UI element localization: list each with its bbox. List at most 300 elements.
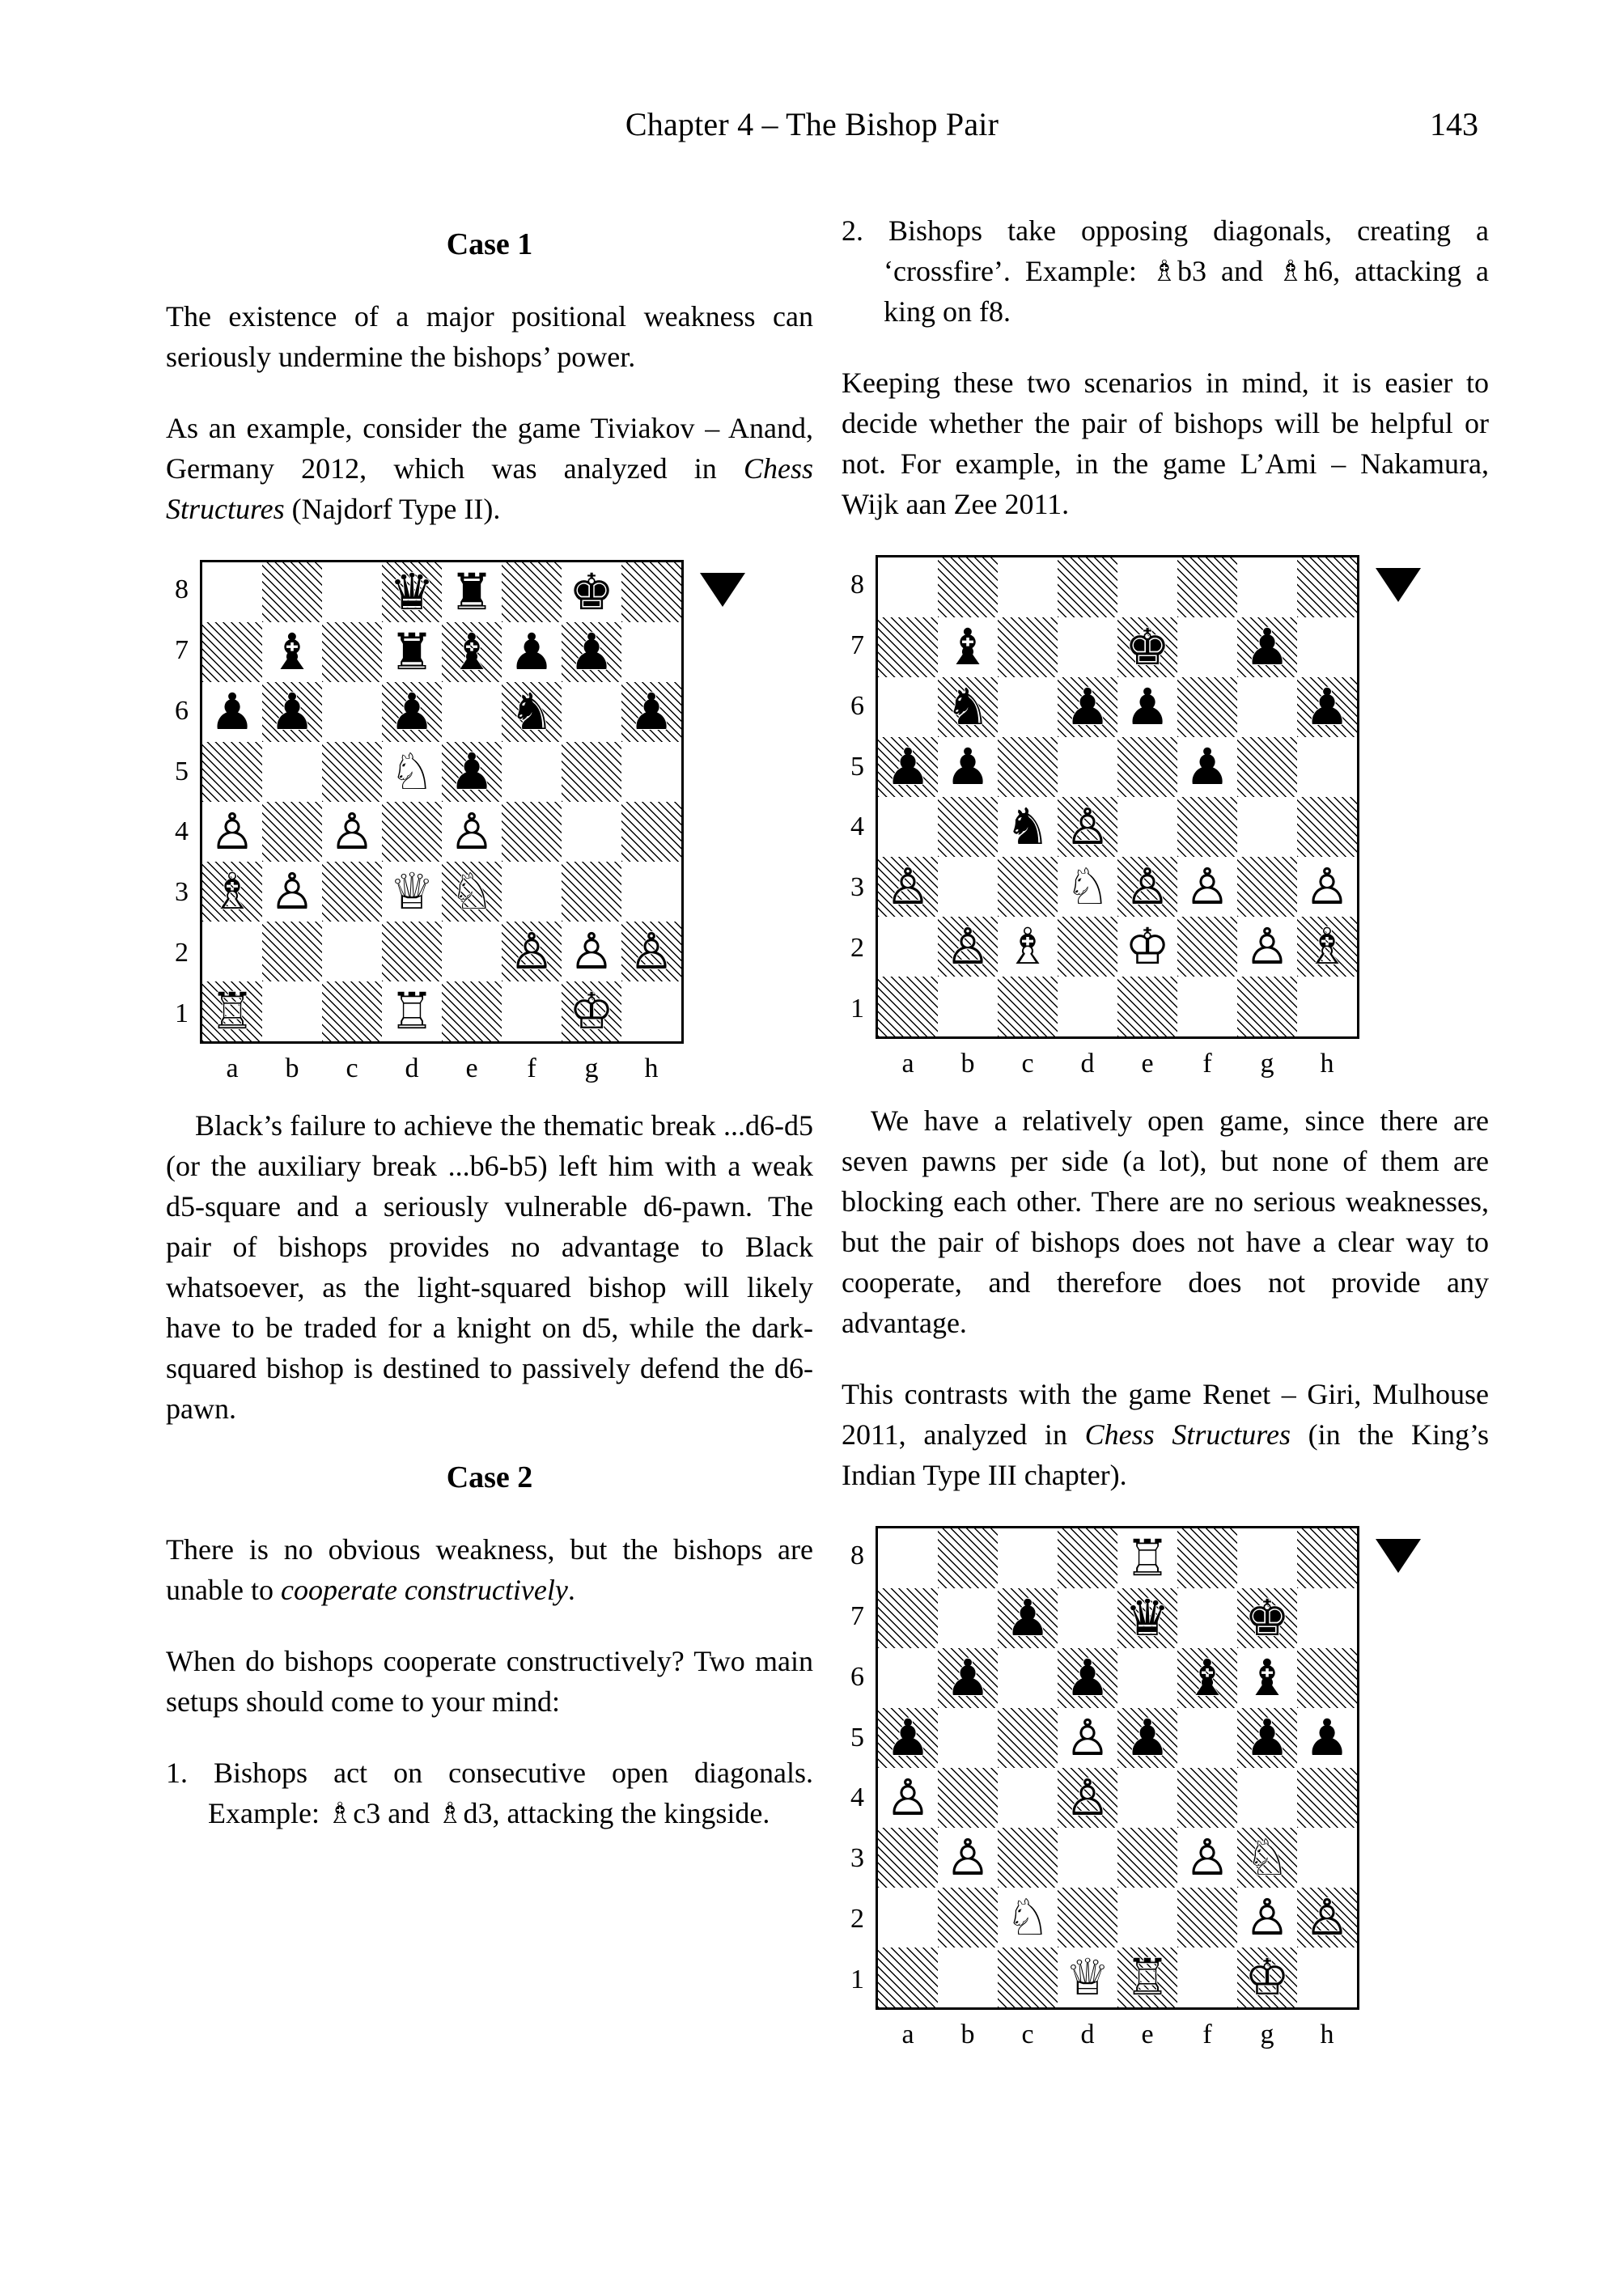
board-square: [442, 562, 502, 622]
board-square: [878, 857, 938, 917]
board-square: [1297, 1588, 1357, 1648]
board-square: [1058, 1588, 1117, 1648]
board-square: [322, 802, 382, 862]
board-square: [202, 802, 262, 862]
board-square: [562, 802, 621, 862]
board-square: [1117, 1768, 1177, 1828]
board-square: [621, 862, 681, 922]
board-square: [1237, 1648, 1297, 1708]
board-square: [1058, 1828, 1117, 1888]
chess-piece: ♙: [629, 922, 674, 981]
left-paragraph-3: Black’s failure to achieve the thematic break ...d6-d5 (or the auxiliary break ...b6-b5) left him with a weak d5-square and a seriously vulnerable d6-pawn. The pair of bishops provides no advantage to Black whatsoever, as the light-squared bishop will likely have to be traded for a knight on d5, while the dark-squared bishop is destined to passively defend the d6-pawn.: [166, 1109, 813, 1425]
right-paragraph-3-b: (in the King’s Indian Type III chapter).: [842, 1418, 1489, 1491]
chess-piece: ♙: [945, 1828, 990, 1887]
board-square: [1297, 1528, 1357, 1588]
chess-piece: ♜: [389, 622, 435, 681]
board-square: [1177, 1888, 1237, 1948]
chess-piece: ♟: [1245, 617, 1290, 676]
chess-piece: ♟: [1005, 1588, 1050, 1647]
board-square: [442, 802, 502, 862]
board-square: [322, 742, 382, 802]
board-square: [998, 677, 1058, 737]
board-square: [1117, 557, 1177, 617]
board-square: [562, 922, 621, 981]
file-label: h: [1320, 1049, 1334, 1079]
board-square: [202, 922, 262, 981]
board-square: [998, 1828, 1058, 1888]
board-square: [621, 562, 681, 622]
board-square: [938, 557, 998, 617]
board-square: [938, 1768, 998, 1828]
board-square: [1117, 677, 1177, 737]
left-paragraph-4: [166, 1529, 813, 1610]
board-square: [1177, 617, 1237, 677]
rank-label: 7: [850, 1600, 864, 1631]
list-item-2: [842, 210, 1489, 332]
chess-piece: ♙: [1304, 857, 1350, 916]
chess-piece: ♟: [945, 737, 990, 796]
file-label: c: [346, 1053, 358, 1083]
board-square: [1177, 677, 1237, 737]
chess-piece: ♝: [1185, 1648, 1230, 1707]
rank-label: 7: [175, 634, 189, 665]
board-square: [1117, 1708, 1177, 1768]
board-square: [998, 1588, 1058, 1648]
chess-diagram-3: [842, 1526, 1489, 2050]
chess-piece: ♟: [389, 682, 435, 741]
left-paragraph-2: [166, 408, 813, 529]
rank-label: 2: [850, 1904, 864, 1935]
list-item-1-number: 1.: [166, 1757, 188, 1789]
running-head: [0, 105, 1624, 154]
board-square: [262, 682, 322, 742]
board-square: [322, 922, 382, 981]
rank-label: 8: [175, 574, 189, 604]
board-square: [998, 1708, 1058, 1768]
board-square: [1297, 557, 1357, 617]
rank-label: 2: [175, 938, 189, 968]
board-square: [998, 917, 1058, 977]
board-square: [1237, 1888, 1297, 1948]
chess-piece: ♚: [1245, 1588, 1290, 1647]
chess-piece: ♙: [1185, 857, 1230, 916]
board-square: [1117, 917, 1177, 977]
board-square: [502, 981, 562, 1041]
board-square: [938, 797, 998, 857]
chess-piece: ♟: [945, 1648, 990, 1707]
board-square: [998, 1768, 1058, 1828]
board-square: [938, 1588, 998, 1648]
chess-piece: ♝: [945, 617, 990, 676]
board-square: [1237, 917, 1297, 977]
list-item-2-text-b: ♗b3 and ♗h6, attacking a king on f8.: [884, 255, 1489, 328]
board-square: [262, 742, 322, 802]
file-label: e: [1141, 1049, 1154, 1079]
board-square: [1237, 977, 1297, 1036]
board-square: [1237, 617, 1297, 677]
board-square: [562, 562, 621, 622]
board-square: [1117, 1648, 1177, 1708]
board-square: [1237, 1708, 1297, 1768]
board-square: [878, 797, 938, 857]
board-square: [1177, 1528, 1237, 1588]
board-square: [1177, 797, 1237, 857]
list-item-1-text-b: ♗c3 and ♗d3, attacking the kingside.: [326, 1797, 770, 1829]
board-square: [1058, 1528, 1117, 1588]
board-square: [442, 622, 502, 682]
rank-label: 6: [850, 1661, 864, 1692]
chess-piece: ♚: [569, 562, 614, 621]
chess-piece: ♟: [1065, 677, 1110, 736]
right-paragraph-1: Keeping these two scenarios in mind, it is easier to decide whether the pair of bishops will be helpful or not. For example, in the game L’Ami – Nakamura, Wijk aan Zee 2011.: [842, 367, 1489, 520]
chess-piece: ♖: [210, 981, 255, 1041]
board-square: [1297, 1648, 1357, 1708]
list-item-1-text-a: Bishops act on consecutive open diagonals. Example:: [208, 1757, 814, 1829]
chess-piece: ♛: [1125, 1588, 1170, 1647]
board-square: [878, 737, 938, 797]
board-square: [1237, 797, 1297, 857]
file-labels-2: [878, 1049, 1489, 1079]
chess-piece: ♙: [1125, 857, 1170, 916]
board-square: [322, 622, 382, 682]
board-square: [998, 557, 1058, 617]
chess-piece: ♔: [569, 981, 614, 1041]
file-labels-1: [202, 1053, 813, 1084]
file-label: d: [405, 1053, 419, 1083]
board-square: [1058, 1648, 1117, 1708]
chess-piece: ♖: [1125, 1948, 1170, 2007]
board-square: [1117, 857, 1177, 917]
board-square: [998, 977, 1058, 1036]
black-to-move-marker-3: [1376, 1539, 1421, 1573]
board-square: [1117, 617, 1177, 677]
board-square: [382, 981, 442, 1041]
chess-piece: ♙: [885, 1768, 931, 1827]
board-square: [938, 1948, 998, 2007]
board-square: [1297, 677, 1357, 737]
board-square: [1177, 1768, 1237, 1828]
board-square: [442, 922, 502, 981]
board-square: [1297, 617, 1357, 677]
board-square: [262, 562, 322, 622]
left-paragraph-2-a: As an example, consider the game Tiviakov – Anand, Germany 2012, which was analyzed in: [166, 412, 813, 485]
chess-piece: ♟: [509, 622, 554, 681]
board-square: [1177, 1828, 1237, 1888]
board-square: [1117, 1528, 1177, 1588]
board-square: [1117, 797, 1177, 857]
chess-piece: ♚: [1125, 617, 1170, 676]
chess-piece: ♟: [269, 682, 315, 741]
board-square: [1237, 1828, 1297, 1888]
board-square: [878, 1828, 938, 1888]
file-label: d: [1080, 2020, 1095, 2049]
board-square: [1058, 797, 1117, 857]
chess-piece: ♟: [1245, 1708, 1290, 1767]
chess-piece: ♙: [1245, 1888, 1290, 1947]
rank-label: 5: [850, 751, 864, 782]
chess-piece: ♟: [885, 1708, 931, 1767]
board-square: [998, 617, 1058, 677]
board-square: [1117, 977, 1177, 1036]
chess-piece: ♘: [389, 742, 435, 801]
left-paragraph-1: The existence of a major positional weakness can seriously undermine the bishops’ power.: [166, 300, 813, 373]
rank-label: 4: [175, 816, 189, 847]
board-square: [502, 802, 562, 862]
board-square: [262, 802, 322, 862]
board-square: [938, 1828, 998, 1888]
board-square: [1297, 737, 1357, 797]
board-square: [998, 857, 1058, 917]
file-label: f: [1202, 1049, 1212, 1079]
board-square: [1177, 1708, 1237, 1768]
board-square: [1058, 1948, 1117, 2007]
file-label: g: [584, 1053, 599, 1083]
left-column: [166, 210, 813, 1864]
emphasis-cooperate-constructively: cooperate constructively: [280, 1574, 568, 1606]
file-label: a: [226, 1053, 239, 1083]
file-label: c: [1021, 1049, 1034, 1079]
board-square: [562, 981, 621, 1041]
chess-piece: ♞: [509, 682, 554, 741]
board-square: [998, 797, 1058, 857]
chess-piece: ♘: [1005, 1888, 1050, 1947]
board-square: [262, 922, 322, 981]
board-square: [998, 737, 1058, 797]
board-square: [938, 857, 998, 917]
board-square: [1237, 737, 1297, 797]
chess-piece: ♗: [1304, 917, 1350, 976]
board-square: [1117, 1948, 1177, 2007]
board-square: [382, 682, 442, 742]
board-square: [322, 862, 382, 922]
chess-piece: ♔: [1125, 917, 1170, 976]
board-square: [938, 1708, 998, 1768]
board-square: [1058, 1888, 1117, 1948]
board-square: [1117, 1828, 1177, 1888]
board-square: [878, 1588, 938, 1648]
rank-label: 3: [850, 1843, 864, 1874]
board-square: [1237, 1588, 1297, 1648]
board-square: [1177, 1648, 1237, 1708]
chess-piece: ♟: [629, 682, 674, 741]
file-label: c: [1021, 2020, 1034, 2049]
chess-piece: ♘: [1065, 857, 1110, 916]
chess-piece: ♟: [1304, 1708, 1350, 1767]
board-square: [1177, 917, 1237, 977]
black-to-move-marker-1: [700, 573, 745, 607]
rank-label: 1: [850, 1964, 864, 1994]
chess-piece: ♞: [945, 677, 990, 736]
board-square: [382, 922, 442, 981]
chessboard-1: [200, 560, 684, 1044]
board-square: [878, 917, 938, 977]
chess-piece: ♟: [885, 737, 931, 796]
file-label: f: [1202, 2020, 1212, 2049]
page-number: 143: [1430, 106, 1478, 142]
chess-piece: ♟: [1125, 677, 1170, 736]
book-title-chess-structures-1: Chess Structures: [166, 452, 813, 525]
board-square: [1237, 1948, 1297, 2007]
left-paragraph-5: When do bishops cooperate constructively? Two main setups should come to your mind:: [166, 1645, 813, 1718]
board-square: [502, 682, 562, 742]
chessboard-2: [876, 555, 1359, 1039]
board-square: [1297, 1768, 1357, 1828]
file-label: g: [1260, 1049, 1274, 1079]
file-label: f: [527, 1053, 536, 1083]
chess-piece: ♕: [389, 862, 435, 921]
board-square: [1237, 1768, 1297, 1828]
chess-piece: ♙: [1245, 917, 1290, 976]
board-square: [1297, 857, 1357, 917]
rank-label: 1: [175, 998, 189, 1028]
chess-diagram-2: [842, 555, 1489, 1079]
board-square: [938, 677, 998, 737]
board-square: [1177, 857, 1237, 917]
board-square: [322, 562, 382, 622]
board-square: [442, 682, 502, 742]
board-square: [1058, 857, 1117, 917]
board-square: [502, 922, 562, 981]
chess-diagram-1: [166, 560, 813, 1084]
rank-label: 4: [850, 812, 864, 842]
file-labels-3: [878, 2020, 1489, 2050]
board-square: [442, 862, 502, 922]
chess-piece: ♘: [1245, 1828, 1290, 1887]
board-square: [1297, 917, 1357, 977]
chess-piece: ♝: [269, 622, 315, 681]
board-square: [878, 1768, 938, 1828]
board-square: [878, 1648, 938, 1708]
board-square: [502, 862, 562, 922]
board-square: [1177, 1588, 1237, 1648]
chess-piece: ♟: [569, 622, 614, 681]
board-square: [262, 981, 322, 1041]
chess-piece: ♙: [885, 857, 931, 916]
rank-label: 5: [850, 1722, 864, 1753]
board-square: [621, 802, 681, 862]
file-label: h: [1320, 2020, 1334, 2049]
board-square: [998, 1528, 1058, 1588]
chess-piece: ♘: [449, 862, 494, 921]
board-square: [562, 682, 621, 742]
chess-piece: ♟: [449, 742, 494, 801]
board-square: [1237, 677, 1297, 737]
rank-labels-1: [166, 560, 189, 1044]
board-square: [1297, 1888, 1357, 1948]
rank-label: 7: [850, 629, 864, 660]
board-square: [1177, 557, 1237, 617]
chess-piece: ♟: [210, 682, 255, 741]
list-item-2-text-a: Bishops take opposing diagonals, creating a ‘crossfire’. Example:: [884, 214, 1490, 287]
board-square: [878, 677, 938, 737]
chess-piece: ♙: [569, 922, 614, 981]
board-square: [1177, 737, 1237, 797]
book-title-chess-structures-2: Chess Structures: [1084, 1418, 1291, 1451]
file-label: b: [960, 1049, 975, 1079]
board-square: [1058, 977, 1117, 1036]
board-square: [1237, 1528, 1297, 1588]
board-square: [878, 557, 938, 617]
chess-piece: ♗: [1005, 917, 1050, 976]
board-square: [1058, 917, 1117, 977]
board-square: [322, 682, 382, 742]
board-square: [382, 622, 442, 682]
board-square: [878, 1888, 938, 1948]
board-square: [878, 1708, 938, 1768]
board-square: [621, 981, 681, 1041]
chapter-title: Chapter 4 – The Bishop Pair: [625, 106, 999, 142]
file-label: a: [901, 2020, 914, 2049]
board-square: [322, 981, 382, 1041]
board-square: [1237, 857, 1297, 917]
board-square: [262, 862, 322, 922]
left-paragraph-4-b: .: [567, 1574, 575, 1606]
board-square: [202, 622, 262, 682]
file-label: b: [285, 1053, 299, 1083]
board-square: [878, 1948, 938, 2007]
board-square: [382, 802, 442, 862]
board-square: [382, 742, 442, 802]
board-square: [442, 981, 502, 1041]
board-square: [1058, 1768, 1117, 1828]
board-square: [878, 1528, 938, 1588]
rank-label: 8: [850, 1541, 864, 1570]
chess-piece: ♙: [210, 802, 255, 861]
file-label: a: [901, 1049, 914, 1079]
board-square: [1297, 797, 1357, 857]
board-square: [938, 617, 998, 677]
board-square: [938, 977, 998, 1036]
rank-label: 6: [175, 695, 189, 726]
board-square: [562, 862, 621, 922]
file-label: e: [465, 1053, 478, 1083]
board-square: [938, 1528, 998, 1588]
chess-piece: ♗: [210, 862, 255, 921]
file-label: h: [644, 1053, 659, 1083]
board-square: [998, 1648, 1058, 1708]
chess-piece: ♛: [389, 562, 435, 621]
board-square: [998, 1888, 1058, 1948]
board-square: [998, 1948, 1058, 2007]
board-square: [878, 617, 938, 677]
chess-piece: ♟: [1125, 1708, 1170, 1767]
chess-piece: ♟: [1304, 677, 1350, 736]
board-square: [1297, 1948, 1357, 2007]
board-square: [202, 682, 262, 742]
board-square: [502, 742, 562, 802]
chess-piece: ♙: [1065, 1708, 1110, 1767]
rank-label: 1: [850, 993, 864, 1024]
black-to-move-marker-2: [1376, 568, 1421, 602]
chess-piece: ♙: [1065, 797, 1110, 856]
chess-piece: ♝: [449, 622, 494, 681]
board-square: [262, 622, 322, 682]
board-square: [442, 742, 502, 802]
board-square: [938, 737, 998, 797]
file-label: g: [1260, 2020, 1274, 2049]
board-square: [202, 742, 262, 802]
chess-piece: ♖: [1125, 1528, 1170, 1587]
board-square: [1058, 737, 1117, 797]
board-square: [502, 562, 562, 622]
chess-piece: ♝: [1245, 1648, 1290, 1707]
board-square: [502, 622, 562, 682]
board-square: [938, 1648, 998, 1708]
chess-piece: ♙: [1304, 1888, 1350, 1947]
board-square: [1177, 977, 1237, 1036]
rank-label: 2: [850, 933, 864, 964]
right-column: [842, 210, 1489, 2071]
